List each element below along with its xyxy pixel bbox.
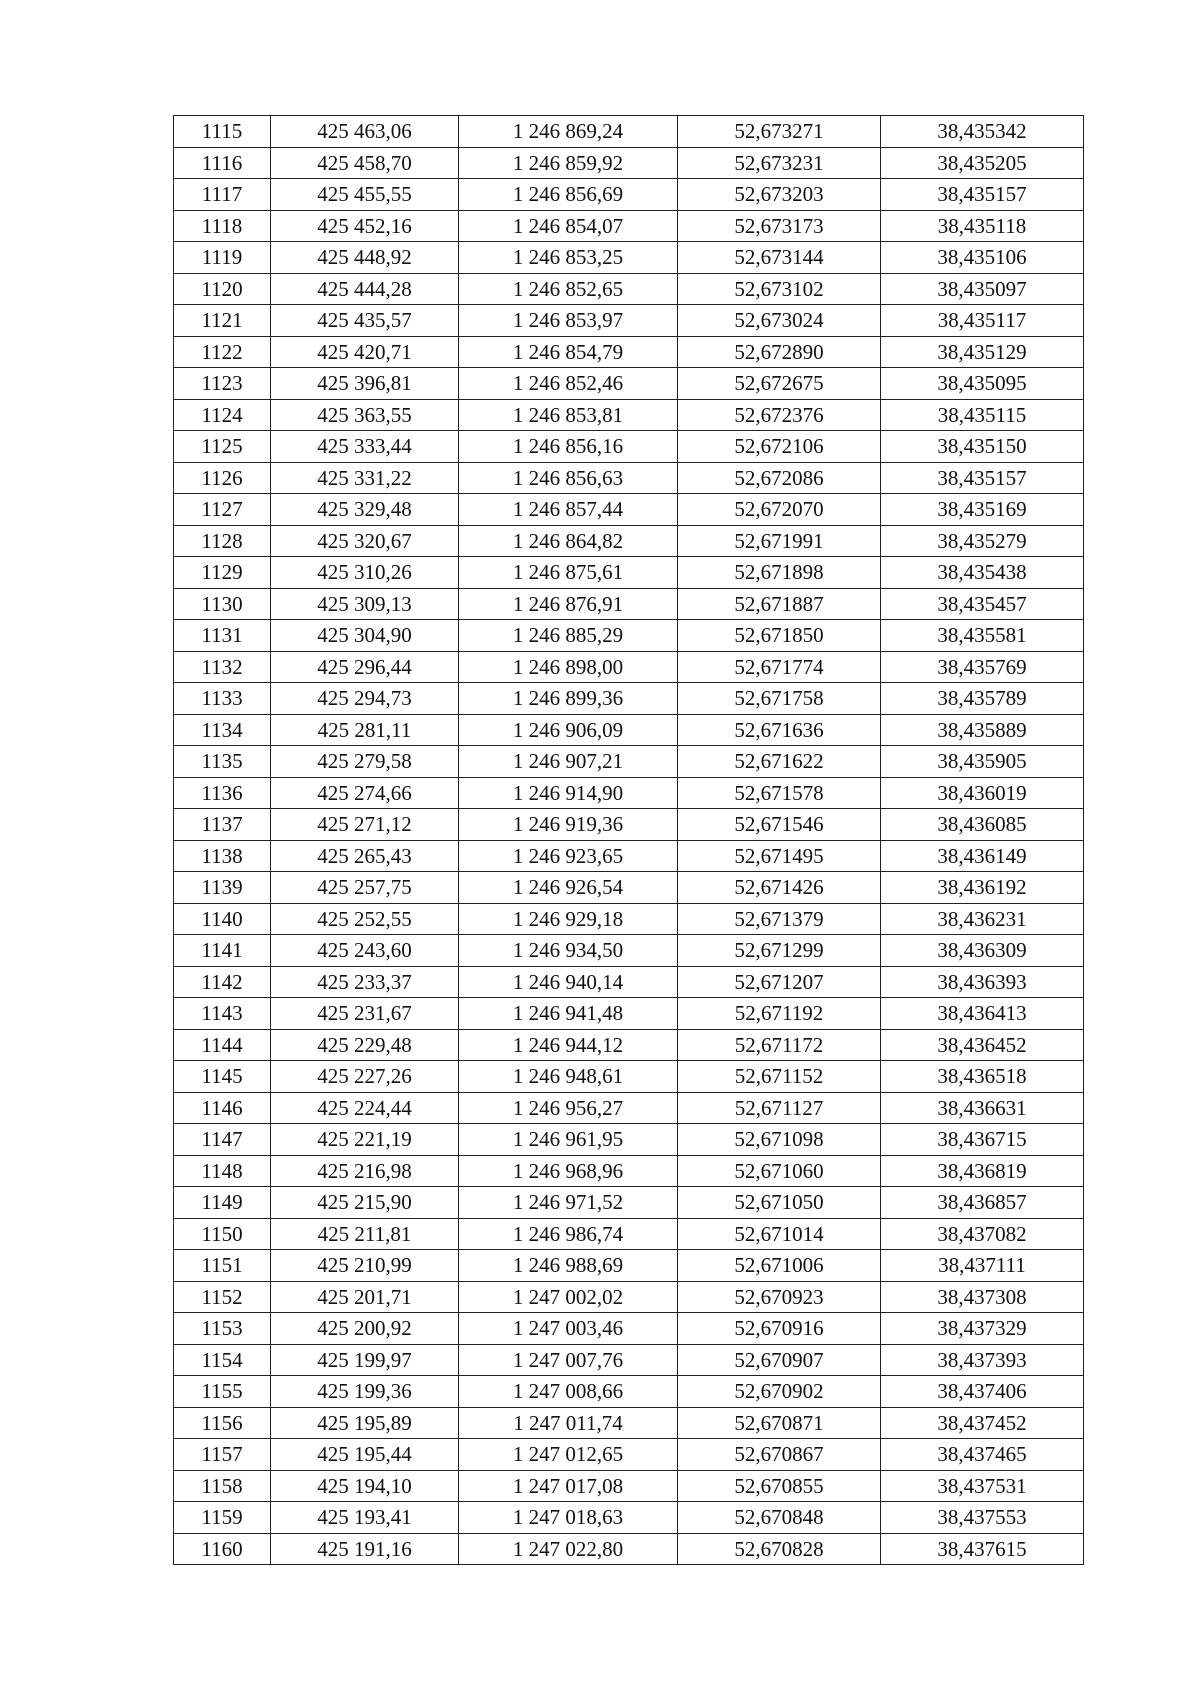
longitude-cell: 38,437465 (881, 1439, 1084, 1471)
y-coordinate-cell: 1 246 948,61 (459, 1061, 678, 1093)
table-row (174, 1124, 1084, 1156)
point-number-cell: 1146 (174, 1092, 271, 1124)
point-number-cell: 1138 (174, 840, 271, 872)
latitude-cell: 52,671546 (678, 809, 881, 841)
x-coordinate-cell: 425 294,73 (271, 683, 459, 715)
latitude-cell: 52,671172 (678, 1029, 881, 1061)
longitude-cell: 38,435438 (881, 557, 1084, 589)
y-coordinate-cell: 1 246 906,09 (459, 714, 678, 746)
point-number-cell: 1155 (174, 1376, 271, 1408)
point-number-cell: 1160 (174, 1533, 271, 1565)
x-coordinate-cell: 425 455,55 (271, 179, 459, 211)
latitude-cell: 52,670923 (678, 1281, 881, 1313)
y-coordinate-cell: 1 247 018,63 (459, 1502, 678, 1534)
table-row (174, 651, 1084, 683)
point-number-cell: 1116 (174, 147, 271, 179)
y-coordinate-cell: 1 247 012,65 (459, 1439, 678, 1471)
longitude-cell: 38,435117 (881, 305, 1084, 337)
y-coordinate-cell: 1 247 017,08 (459, 1470, 678, 1502)
longitude-cell: 38,437329 (881, 1313, 1084, 1345)
y-coordinate-cell: 1 247 008,66 (459, 1376, 678, 1408)
table-row (174, 998, 1084, 1030)
y-coordinate-cell: 1 246 857,44 (459, 494, 678, 526)
y-coordinate-cell: 1 246 864,82 (459, 525, 678, 557)
latitude-cell: 52,672376 (678, 399, 881, 431)
longitude-cell: 38,435905 (881, 746, 1084, 778)
table-row (174, 1439, 1084, 1471)
point-number-cell: 1134 (174, 714, 271, 746)
latitude-cell: 52,671495 (678, 840, 881, 872)
y-coordinate-cell: 1 246 853,97 (459, 305, 678, 337)
latitude-cell: 52,670848 (678, 1502, 881, 1534)
table-row (174, 1092, 1084, 1124)
latitude-cell: 52,671636 (678, 714, 881, 746)
point-number-cell: 1137 (174, 809, 271, 841)
latitude-cell: 52,671758 (678, 683, 881, 715)
table-row (174, 809, 1084, 841)
latitude-cell: 52,671299 (678, 935, 881, 967)
table-row (174, 620, 1084, 652)
table-row (174, 494, 1084, 526)
point-number-cell: 1141 (174, 935, 271, 967)
point-number-cell: 1139 (174, 872, 271, 904)
x-coordinate-cell: 425 274,66 (271, 777, 459, 809)
y-coordinate-cell: 1 246 926,54 (459, 872, 678, 904)
latitude-cell: 52,673173 (678, 210, 881, 242)
x-coordinate-cell: 425 229,48 (271, 1029, 459, 1061)
x-coordinate-cell: 425 233,37 (271, 966, 459, 998)
y-coordinate-cell: 1 246 934,50 (459, 935, 678, 967)
x-coordinate-cell: 425 210,99 (271, 1250, 459, 1282)
longitude-cell: 38,435279 (881, 525, 1084, 557)
longitude-cell: 38,435157 (881, 462, 1084, 494)
x-coordinate-cell: 425 215,90 (271, 1187, 459, 1219)
y-coordinate-cell: 1 247 003,46 (459, 1313, 678, 1345)
y-coordinate-cell: 1 247 011,74 (459, 1407, 678, 1439)
point-number-cell: 1118 (174, 210, 271, 242)
y-coordinate-cell: 1 246 914,90 (459, 777, 678, 809)
point-number-cell: 1156 (174, 1407, 271, 1439)
x-coordinate-cell: 425 194,10 (271, 1470, 459, 1502)
x-coordinate-cell: 425 211,81 (271, 1218, 459, 1250)
x-coordinate-cell: 425 252,55 (271, 903, 459, 935)
point-number-cell: 1121 (174, 305, 271, 337)
x-coordinate-cell: 425 396,81 (271, 368, 459, 400)
point-number-cell: 1119 (174, 242, 271, 274)
y-coordinate-cell: 1 246 859,92 (459, 147, 678, 179)
longitude-cell: 38,435118 (881, 210, 1084, 242)
longitude-cell: 38,435169 (881, 494, 1084, 526)
latitude-cell: 52,671426 (678, 872, 881, 904)
latitude-cell: 52,671887 (678, 588, 881, 620)
table-row (174, 683, 1084, 715)
latitude-cell: 52,672675 (678, 368, 881, 400)
point-number-cell: 1128 (174, 525, 271, 557)
longitude-cell: 38,437082 (881, 1218, 1084, 1250)
latitude-cell: 52,673271 (678, 116, 881, 148)
longitude-cell: 38,436309 (881, 935, 1084, 967)
longitude-cell: 38,436715 (881, 1124, 1084, 1156)
table-row (174, 1313, 1084, 1345)
longitude-cell: 38,435157 (881, 179, 1084, 211)
table-row (174, 336, 1084, 368)
table-row (174, 588, 1084, 620)
x-coordinate-cell: 425 224,44 (271, 1092, 459, 1124)
longitude-cell: 38,435129 (881, 336, 1084, 368)
table-row (174, 1502, 1084, 1534)
x-coordinate-cell: 425 200,92 (271, 1313, 459, 1345)
y-coordinate-cell: 1 246 852,46 (459, 368, 678, 400)
x-coordinate-cell: 425 221,19 (271, 1124, 459, 1156)
latitude-cell: 52,671991 (678, 525, 881, 557)
point-number-cell: 1151 (174, 1250, 271, 1282)
table-row (174, 1187, 1084, 1219)
latitude-cell: 52,670916 (678, 1313, 881, 1345)
longitude-cell: 38,436231 (881, 903, 1084, 935)
longitude-cell: 38,436413 (881, 998, 1084, 1030)
longitude-cell: 38,435106 (881, 242, 1084, 274)
y-coordinate-cell: 1 247 002,02 (459, 1281, 678, 1313)
longitude-cell: 38,437308 (881, 1281, 1084, 1313)
table-row (174, 714, 1084, 746)
x-coordinate-cell: 425 243,60 (271, 935, 459, 967)
table-row (174, 179, 1084, 211)
longitude-cell: 38,437393 (881, 1344, 1084, 1376)
table-row (174, 305, 1084, 337)
table-row (174, 1344, 1084, 1376)
point-number-cell: 1144 (174, 1029, 271, 1061)
x-coordinate-cell: 425 279,58 (271, 746, 459, 778)
x-coordinate-cell: 425 333,44 (271, 431, 459, 463)
x-coordinate-cell: 425 309,13 (271, 588, 459, 620)
latitude-cell: 52,671152 (678, 1061, 881, 1093)
y-coordinate-cell: 1 246 885,29 (459, 620, 678, 652)
table-row (174, 1061, 1084, 1093)
point-number-cell: 1149 (174, 1187, 271, 1219)
longitude-cell: 38,437615 (881, 1533, 1084, 1565)
latitude-cell: 52,673144 (678, 242, 881, 274)
longitude-cell: 38,437111 (881, 1250, 1084, 1282)
y-coordinate-cell: 1 246 986,74 (459, 1218, 678, 1250)
latitude-cell: 52,671774 (678, 651, 881, 683)
table-row (174, 966, 1084, 998)
y-coordinate-cell: 1 246 856,16 (459, 431, 678, 463)
longitude-cell: 38,437531 (881, 1470, 1084, 1502)
table-row (174, 273, 1084, 305)
x-coordinate-cell: 425 452,16 (271, 210, 459, 242)
latitude-cell: 52,670828 (678, 1533, 881, 1565)
x-coordinate-cell: 425 296,44 (271, 651, 459, 683)
point-number-cell: 1125 (174, 431, 271, 463)
longitude-cell: 38,437553 (881, 1502, 1084, 1534)
y-coordinate-cell: 1 246 852,65 (459, 273, 678, 305)
point-number-cell: 1123 (174, 368, 271, 400)
x-coordinate-cell: 425 195,44 (271, 1439, 459, 1471)
longitude-cell: 38,437452 (881, 1407, 1084, 1439)
longitude-cell: 38,436085 (881, 809, 1084, 841)
table-row (174, 1155, 1084, 1187)
longitude-cell: 38,435342 (881, 116, 1084, 148)
latitude-cell: 52,671898 (678, 557, 881, 589)
longitude-cell: 38,436518 (881, 1061, 1084, 1093)
latitude-cell: 52,671006 (678, 1250, 881, 1282)
latitude-cell: 52,671622 (678, 746, 881, 778)
x-coordinate-cell: 425 363,55 (271, 399, 459, 431)
x-coordinate-cell: 425 193,41 (271, 1502, 459, 1534)
point-number-cell: 1148 (174, 1155, 271, 1187)
latitude-cell: 52,670907 (678, 1344, 881, 1376)
x-coordinate-cell: 425 271,12 (271, 809, 459, 841)
table-row (174, 872, 1084, 904)
y-coordinate-cell: 1 246 971,52 (459, 1187, 678, 1219)
x-coordinate-cell: 425 420,71 (271, 336, 459, 368)
table-row (174, 1281, 1084, 1313)
table-row (174, 1250, 1084, 1282)
coordinates-table (173, 115, 1084, 1565)
longitude-cell: 38,436631 (881, 1092, 1084, 1124)
table-row (174, 1470, 1084, 1502)
x-coordinate-cell: 425 320,67 (271, 525, 459, 557)
table-row (174, 1407, 1084, 1439)
table-row (174, 462, 1084, 494)
point-number-cell: 1145 (174, 1061, 271, 1093)
y-coordinate-cell: 1 246 988,69 (459, 1250, 678, 1282)
x-coordinate-cell: 425 304,90 (271, 620, 459, 652)
x-coordinate-cell: 425 231,67 (271, 998, 459, 1030)
y-coordinate-cell: 1 246 907,21 (459, 746, 678, 778)
x-coordinate-cell: 425 199,36 (271, 1376, 459, 1408)
table-row (174, 903, 1084, 935)
x-coordinate-cell: 425 195,89 (271, 1407, 459, 1439)
y-coordinate-cell: 1 246 854,07 (459, 210, 678, 242)
point-number-cell: 1135 (174, 746, 271, 778)
point-number-cell: 1130 (174, 588, 271, 620)
point-number-cell: 1136 (174, 777, 271, 809)
point-number-cell: 1117 (174, 179, 271, 211)
longitude-cell: 38,436192 (881, 872, 1084, 904)
point-number-cell: 1132 (174, 651, 271, 683)
table-row (174, 431, 1084, 463)
y-coordinate-cell: 1 246 940,14 (459, 966, 678, 998)
point-number-cell: 1120 (174, 273, 271, 305)
x-coordinate-cell: 425 191,16 (271, 1533, 459, 1565)
table-row (174, 935, 1084, 967)
table-row (174, 147, 1084, 179)
table-row (174, 746, 1084, 778)
x-coordinate-cell: 425 444,28 (271, 273, 459, 305)
latitude-cell: 52,671192 (678, 998, 881, 1030)
x-coordinate-cell: 425 281,11 (271, 714, 459, 746)
latitude-cell: 52,673231 (678, 147, 881, 179)
latitude-cell: 52,672890 (678, 336, 881, 368)
longitude-cell: 38,436819 (881, 1155, 1084, 1187)
latitude-cell: 52,671578 (678, 777, 881, 809)
x-coordinate-cell: 425 257,75 (271, 872, 459, 904)
longitude-cell: 38,435115 (881, 399, 1084, 431)
longitude-cell: 38,435205 (881, 147, 1084, 179)
table-row (174, 242, 1084, 274)
latitude-cell: 52,671379 (678, 903, 881, 935)
table-row (174, 1533, 1084, 1565)
latitude-cell: 52,671127 (678, 1092, 881, 1124)
table-row (174, 840, 1084, 872)
point-number-cell: 1140 (174, 903, 271, 935)
point-number-cell: 1147 (174, 1124, 271, 1156)
point-number-cell: 1150 (174, 1218, 271, 1250)
point-number-cell: 1126 (174, 462, 271, 494)
latitude-cell: 52,671050 (678, 1187, 881, 1219)
y-coordinate-cell: 1 246 968,96 (459, 1155, 678, 1187)
y-coordinate-cell: 1 246 919,36 (459, 809, 678, 841)
longitude-cell: 38,435581 (881, 620, 1084, 652)
longitude-cell: 38,435095 (881, 368, 1084, 400)
y-coordinate-cell: 1 247 022,80 (459, 1533, 678, 1565)
y-coordinate-cell: 1 246 875,61 (459, 557, 678, 589)
latitude-cell: 52,670902 (678, 1376, 881, 1408)
point-number-cell: 1124 (174, 399, 271, 431)
y-coordinate-cell: 1 246 854,79 (459, 336, 678, 368)
table-row (174, 1376, 1084, 1408)
coordinates-table-body (174, 116, 1084, 1565)
point-number-cell: 1154 (174, 1344, 271, 1376)
longitude-cell: 38,435789 (881, 683, 1084, 715)
latitude-cell: 52,673203 (678, 179, 881, 211)
y-coordinate-cell: 1 246 956,27 (459, 1092, 678, 1124)
y-coordinate-cell: 1 246 898,00 (459, 651, 678, 683)
x-coordinate-cell: 425 463,06 (271, 116, 459, 148)
latitude-cell: 52,670871 (678, 1407, 881, 1439)
latitude-cell: 52,671207 (678, 966, 881, 998)
y-coordinate-cell: 1 246 853,25 (459, 242, 678, 274)
point-number-cell: 1142 (174, 966, 271, 998)
y-coordinate-cell: 1 246 961,95 (459, 1124, 678, 1156)
longitude-cell: 38,436019 (881, 777, 1084, 809)
x-coordinate-cell: 425 310,26 (271, 557, 459, 589)
longitude-cell: 38,436857 (881, 1187, 1084, 1219)
x-coordinate-cell: 425 448,92 (271, 242, 459, 274)
y-coordinate-cell: 1 246 853,81 (459, 399, 678, 431)
longitude-cell: 38,436393 (881, 966, 1084, 998)
longitude-cell: 38,437406 (881, 1376, 1084, 1408)
table-row (174, 116, 1084, 148)
latitude-cell: 52,671060 (678, 1155, 881, 1187)
latitude-cell: 52,670855 (678, 1470, 881, 1502)
point-number-cell: 1131 (174, 620, 271, 652)
longitude-cell: 38,435150 (881, 431, 1084, 463)
latitude-cell: 52,672106 (678, 431, 881, 463)
y-coordinate-cell: 1 246 856,69 (459, 179, 678, 211)
point-number-cell: 1127 (174, 494, 271, 526)
table-row (174, 368, 1084, 400)
x-coordinate-cell: 425 331,22 (271, 462, 459, 494)
y-coordinate-cell: 1 247 007,76 (459, 1344, 678, 1376)
longitude-cell: 38,435457 (881, 588, 1084, 620)
table-row (174, 1029, 1084, 1061)
point-number-cell: 1143 (174, 998, 271, 1030)
x-coordinate-cell: 425 329,48 (271, 494, 459, 526)
longitude-cell: 38,436452 (881, 1029, 1084, 1061)
y-coordinate-cell: 1 246 944,12 (459, 1029, 678, 1061)
latitude-cell: 52,670867 (678, 1439, 881, 1471)
table-row (174, 399, 1084, 431)
table-row (174, 210, 1084, 242)
point-number-cell: 1153 (174, 1313, 271, 1345)
latitude-cell: 52,671098 (678, 1124, 881, 1156)
latitude-cell: 52,671850 (678, 620, 881, 652)
y-coordinate-cell: 1 246 941,48 (459, 998, 678, 1030)
latitude-cell: 52,673102 (678, 273, 881, 305)
x-coordinate-cell: 425 227,26 (271, 1061, 459, 1093)
y-coordinate-cell: 1 246 876,91 (459, 588, 678, 620)
table-row (174, 557, 1084, 589)
table-row (174, 1218, 1084, 1250)
latitude-cell: 52,673024 (678, 305, 881, 337)
longitude-cell: 38,435769 (881, 651, 1084, 683)
point-number-cell: 1157 (174, 1439, 271, 1471)
y-coordinate-cell: 1 246 899,36 (459, 683, 678, 715)
y-coordinate-cell: 1 246 856,63 (459, 462, 678, 494)
point-number-cell: 1115 (174, 116, 271, 148)
point-number-cell: 1133 (174, 683, 271, 715)
y-coordinate-cell: 1 246 929,18 (459, 903, 678, 935)
y-coordinate-cell: 1 246 923,65 (459, 840, 678, 872)
latitude-cell: 52,672070 (678, 494, 881, 526)
table-row (174, 777, 1084, 809)
table-row (174, 525, 1084, 557)
x-coordinate-cell: 425 265,43 (271, 840, 459, 872)
x-coordinate-cell: 425 199,97 (271, 1344, 459, 1376)
longitude-cell: 38,436149 (881, 840, 1084, 872)
x-coordinate-cell: 425 201,71 (271, 1281, 459, 1313)
latitude-cell: 52,672086 (678, 462, 881, 494)
point-number-cell: 1152 (174, 1281, 271, 1313)
x-coordinate-cell: 425 216,98 (271, 1155, 459, 1187)
longitude-cell: 38,435097 (881, 273, 1084, 305)
y-coordinate-cell: 1 246 869,24 (459, 116, 678, 148)
point-number-cell: 1158 (174, 1470, 271, 1502)
x-coordinate-cell: 425 458,70 (271, 147, 459, 179)
x-coordinate-cell: 425 435,57 (271, 305, 459, 337)
latitude-cell: 52,671014 (678, 1218, 881, 1250)
point-number-cell: 1129 (174, 557, 271, 589)
point-number-cell: 1122 (174, 336, 271, 368)
longitude-cell: 38,435889 (881, 714, 1084, 746)
point-number-cell: 1159 (174, 1502, 271, 1534)
